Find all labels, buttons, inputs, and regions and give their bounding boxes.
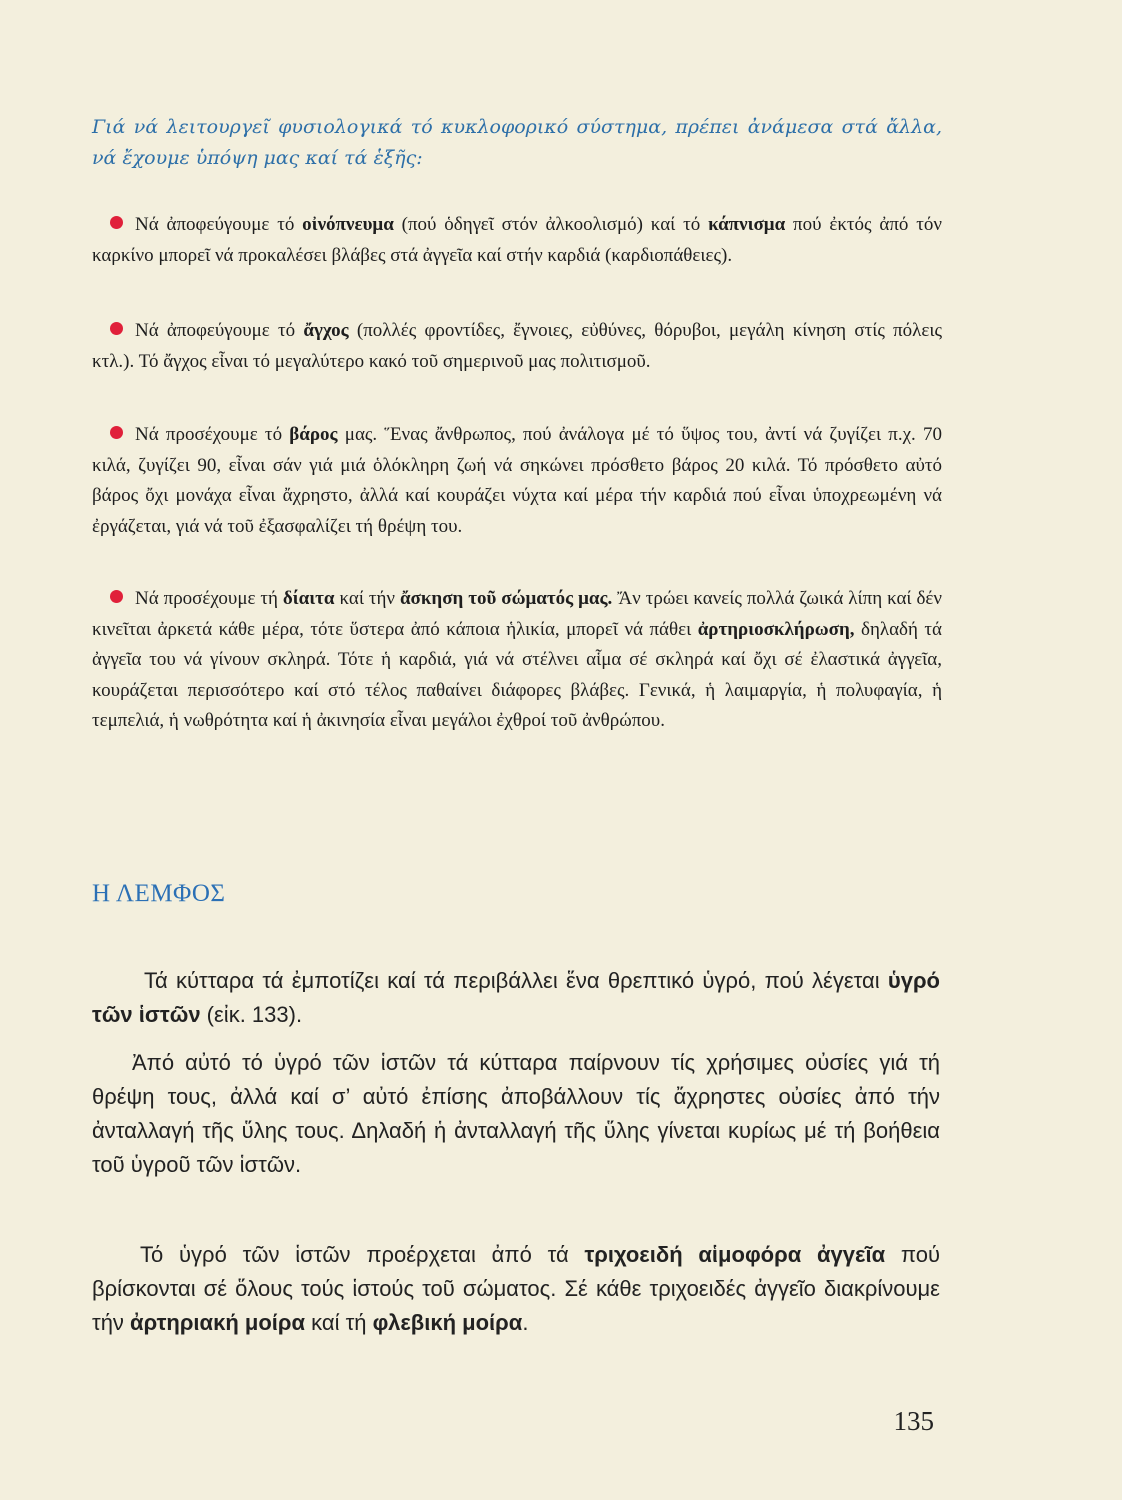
bullet-item-weight: Νά προσέχουμε τό βάρος μας. Ἕνας ἄνθρωπος, πού ἀνάλογα μέ τό ὕψος του, ἀντί νά ζυγίζει π.χ. 70 κιλά, ζυγίζει 90, εἶναι σάν γιά μιά ὁλόκληρη ζωή νά σηκώνει πρόσθετο βάρος 20 κιλά. Τό πρόσθετο αὐτό βάρος ὄχι μονάχα εἶναι ἄχρηστο, ἀλλά καί κουράζει νύχτα καί μέρα τήν καρδιά πού εἶναι ὑποχρεωμένη νά ἐργάζεται, γιά νά τοῦ ἐξασφαλίζει τή θρέψη του. xyxy=(92,424,942,537)
term-alcohol: οἰνόπνευμα xyxy=(302,214,394,235)
intro-text: Γιά νά λειτουργεῖ φυσιολογικά τό κυκλοφορικό σύστημα, πρέπει ἀνάμεσα στά ἄλλα, νά ἔχουμε ὑπόψη μας καί τά ἑξῆς: xyxy=(92,116,942,169)
bullet-dot-icon xyxy=(110,426,123,439)
term-exercise: ἄσκηση τοῦ σώματός μας. xyxy=(399,588,613,609)
bullet-item-stress: Νά ἀποφεύγουμε τό ἄγχος (πολλές φροντίδες, ἔγνοιες, εὐθύνες, θόρυβοι, μεγάλη κίνηση στίς πόλεις κτλ.). Τό ἄγχος εἶναι τό μεγαλύτερο κακό τοῦ σημερινοῦ μας πολιτισμοῦ. xyxy=(92,320,942,372)
term-diet: δίαιτα xyxy=(282,588,335,609)
paragraph-tissue-fluid: Τά κύτταρα τά ἐμποτίζει καί τά περιβάλλει ἕνα θρεπτικό ὑγρό, πού λέγεται ὑγρό τῶν ἱστῶν (εἰκ. 133). xyxy=(92,968,940,1027)
bullet-item-alcohol: Νά ἀποφεύγουμε τό οἰνόπνευμα (πού ὁδηγεῖ στόν ἀλκοολισμό) καί τό κάπνισμα πού ἐκτός ἀπό τόν καρκίνο μπορεῖ νά προκαλέσει βλάβες στά ἀγγεῖα καί στήν καρδιά (καρδιοπάθειες). xyxy=(92,214,942,266)
bullet-item-diet: Νά προσέχουμε τή δίαιτα καί τήν ἄσκηση τοῦ σώματός μας. Ἄν τρώει κανείς πολλά ζωικά λίπη καί δέν κινεῖται ἀρκετά κάθε μέρα, τότε ὕστερα ἀπό κάποια ἡλικία, μπορεῖ νά πάθει ἀρτηριοσκλήρωση, δηλαδή τά ἀγγεῖα του νά γίνουν σκληρά. Τότε ἡ καρδιά, γιά νά στέλνει αἷμα σέ σκληρά καί ὄχι σέ ἐλαστικά ἀγγεῖα, κουράζεται περισσότερο καί στό τέλος παθαίνει διάφορες βλάβες. Γενικά, ἡ λαιμαργία, ἡ πολυφαγία, ἡ τεμπελιά, ἡ νωθρότητα καί ἡ ἀκινησία εἶναι μεγάλοι ἐχθροί τοῦ ἀνθρώπου. xyxy=(92,588,942,731)
bullet-dot-icon xyxy=(110,216,123,229)
paragraph-capillaries: Τό ὑγρό τῶν ἱστῶν προέρχεται ἀπό τά τριχοειδή αἱμοφόρα ἀγγεῖα πού βρίσκονται σέ ὅλους τούς ἱστούς τοῦ σώματος. Σέ κάθε τριχοειδές ἀγγεῖο διακρίνουμε τήν ἀρτηριακή μοίρα καί τή φλεβική μοίρα. xyxy=(92,1242,940,1335)
term-smoking: κάπνισμα xyxy=(708,214,786,235)
term-tissue-fluid: ὑγρό τῶν ἱστῶν xyxy=(92,968,940,1027)
term-venous-part: φλεβική μοίρα xyxy=(372,1310,523,1335)
term-capillaries: τριχοειδή αἱμοφόρα ἀγγεῖα xyxy=(584,1242,886,1267)
term-weight: βάρος xyxy=(289,424,338,445)
section-heading: Η ΛΕΜΦΟΣ xyxy=(92,880,226,907)
page-number: 135 xyxy=(893,1406,934,1436)
bullet-dot-icon xyxy=(110,590,123,603)
term-arterial-part: ἀρτηριακή μοίρα xyxy=(130,1310,306,1335)
bullet-dot-icon xyxy=(110,322,123,335)
paragraph-exchange: Ἀπό αὐτό τό ὑγρό τῶν ἱστῶν τά κύτταρα παίρνουν τίς χρήσιμες οὐσίες γιά τή θρέψη τους, ἀλλά καί σ’ αὐτό ἐπίσης ἀποβάλλουν τίς ἄχρηστες οὐσίες ἀπό τήν ἀνταλλαγή τῆς ὕλης τους. Δηλαδή ἡ ἀνταλλαγή τῆς ὕλης γίνεται κυρίως μέ τή βοήθεια τοῦ ὑγροῦ τῶν ἱστῶν. xyxy=(92,1050,940,1177)
term-arteriosclerosis: ἀρτηριοσκλήρωση, xyxy=(697,618,855,640)
term-stress: ἄγχος xyxy=(303,320,349,341)
